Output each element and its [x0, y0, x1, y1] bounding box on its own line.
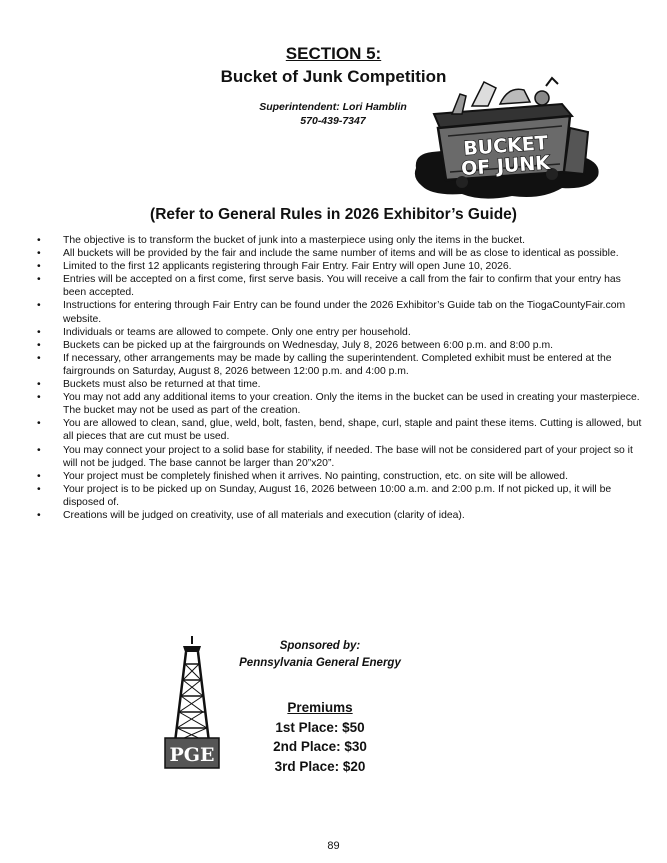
page-number: 89 — [327, 840, 340, 852]
premium-third: 3rd Place: $20 — [274, 758, 366, 774]
rule-item: • If necessary, other arrangements may be made by calling the superintendent. Completed exhibit must be entered at the fairgrounds on Saturday, August 8, 2026 between 12:00 p.m. and 4:00 p.m. — [30, 352, 642, 378]
premiums-block — [230, 698, 410, 776]
superintendent-name: Superintendent: Lori Hamblin — [259, 101, 407, 113]
rule-item: • Limited to the first 12 applicants registering through Fair Entry. Fair Entry will open June 10, 2026. — [30, 260, 642, 273]
rule-item: • Buckets must also be returned at that time. — [30, 378, 642, 391]
superintendent-phone: 570-439-7347 — [300, 115, 366, 127]
rules-list — [30, 234, 642, 522]
rule-item: • You may connect your project to a solid base for stability, if needed. The base will not be considered part of your project so it will not be judged. The base cannot be larger than 20”x20”. — [30, 444, 642, 470]
rule-item: • Buckets can be picked up at the fairgrounds on Wednesday, July 8, 2026 between 6:00 p.m. and 8:00 p.m. — [30, 339, 642, 352]
premium-second: 2nd Place: $30 — [273, 739, 367, 754]
logo-line-2: OF JUNK — [460, 151, 551, 181]
sponsor-block — [210, 638, 430, 672]
rule-item: • The objective is to transform the bucket of junk into a masterpiece using only the items in the bucket. — [30, 234, 642, 247]
rule-item: • You are allowed to clean, sand, glue, weld, bolt, fasten, bend, shape, curl, staple and paint these items. Cutting is allowed, but all pieces that are cut must be used. — [30, 417, 642, 443]
premiums-title: Premiums — [287, 700, 353, 715]
logo-line-1: BUCKET — [462, 132, 549, 160]
pge-logo-text: PGE — [169, 744, 215, 766]
sponsor-name: Pennsylvania General Energy — [239, 657, 401, 669]
competition-title: Bucket of Junk Competition — [220, 67, 447, 86]
rule-item: • Entries will be accepted on a first come, first serve basis. You will receive a call from the fair to confirm that your entry has been accepted. — [30, 273, 642, 299]
rule-item: • Creations will be judged on creativity, use of all materials and execution (clarity of idea). — [30, 509, 642, 522]
rule-item: • All buckets will be provided by the fair and include the same number of items and will be as close to identical as possible. — [30, 247, 642, 260]
rule-item: • Your project is to be picked up on Sunday, August 16, 2026 between 10:00 a.m. and 2:00 p.m. If not picked up, it will be disposed of. — [30, 483, 642, 509]
section-title: SECTION 5: — [285, 44, 382, 63]
sponsor-label: Sponsored by: — [279, 640, 361, 652]
rule-item: • You may not add any additional items to your creation. Only the items in the bucket can be used in creating your masterpiece. The bucket may not be used as part of the creation. — [30, 391, 642, 417]
reference-heading: (Refer to General Rules in 2026 Exhibitor’s Guide) — [150, 206, 517, 223]
rule-item: • Individuals or teams are allowed to compete. Only one entry per household. — [30, 326, 642, 339]
premium-first: 1st Place: $50 — [275, 719, 365, 735]
rule-item: • Instructions for entering through Fair Entry can be found under the 2026 Exhibitor’s Guide tab on the TiogaCountyFair.com website. — [30, 299, 642, 325]
rule-item: • Your project must be completely finished when it arrives. No painting, construction, etc. on site will be allowed. — [30, 470, 642, 483]
bucket-of-junk-logo — [412, 76, 608, 204]
